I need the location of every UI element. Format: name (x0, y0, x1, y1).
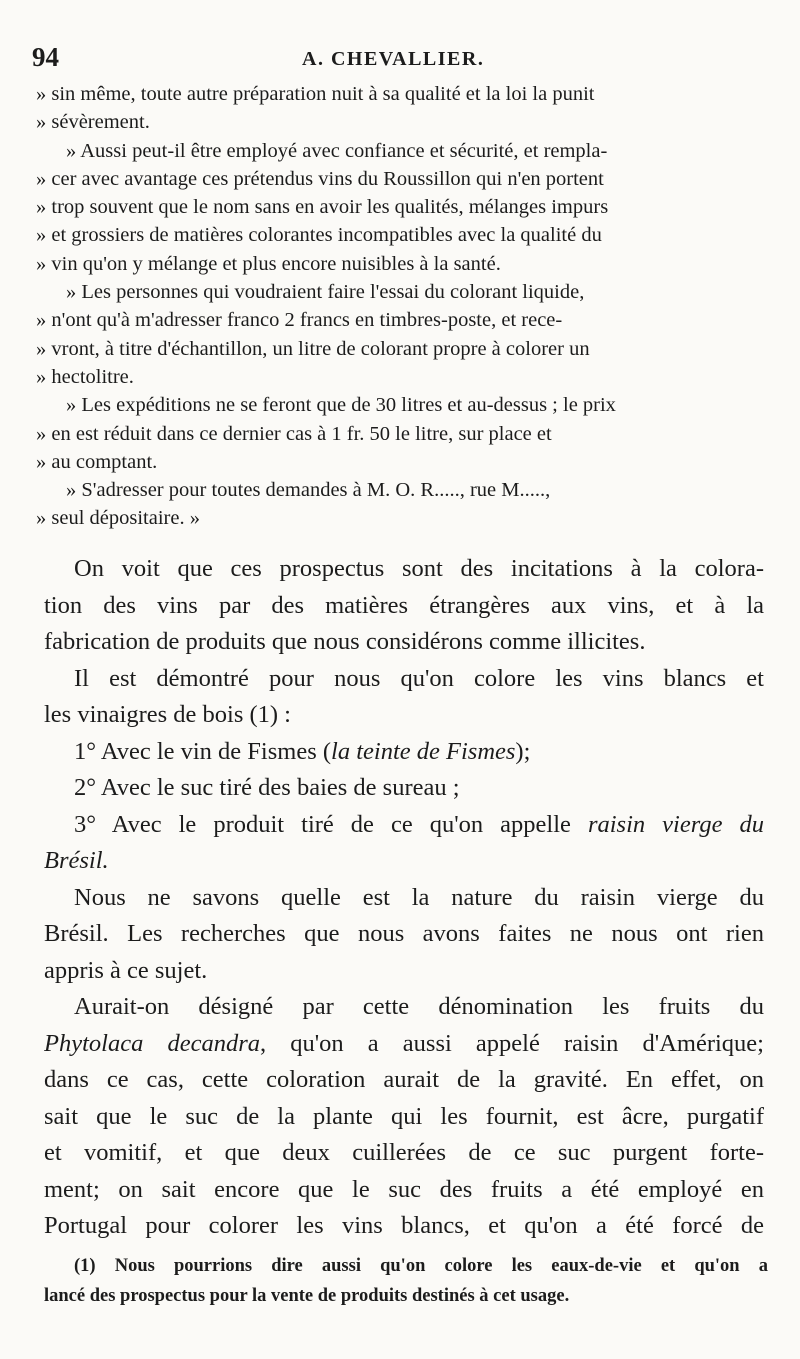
paragraph-line: tion des vins par des matières étrangères aux vins, et à la (44, 591, 764, 619)
list-item-text: 3° Avec le produit tiré de ce qu'on appelle (74, 810, 588, 838)
italic-term: Phytolaca decandra (44, 1029, 260, 1057)
running-head: A. CHEVALLIER. (302, 48, 485, 70)
paragraph-text: , qu'on a aussi appelé raisin d'Amérique; (260, 1029, 764, 1057)
list-item-text: 1° Avec le vin de Fismes ( (74, 737, 332, 765)
paragraph-line: fabrication de produits que nous considérons comme illicites. (44, 628, 646, 655)
prospectus-quote (36, 80, 756, 533)
italic-term: Brésil. (44, 847, 109, 874)
paragraph-line: Portugal pour colorer les vins blancs, et qu'on a été forcé de (44, 1212, 764, 1239)
quote-line: » et grossiers de matières colorantes incompatibles avec la qualité du (36, 224, 602, 247)
quote-line: » en est réduit dans ce dernier cas à 1 fr. 50 le litre, sur place et (36, 422, 552, 445)
paragraph-line: appris à ce sujet. (44, 956, 208, 984)
list-item-text: ); (515, 737, 531, 765)
list-item (44, 734, 764, 771)
quote-line: » vin qu'on y mélange et plus encore nuisibles à la santé. (36, 252, 501, 275)
paragraph-line: et vomitif, et que deux cuillerées de ce suc purgent forte- (44, 1139, 764, 1166)
paragraph-line: Aurait-on désigné par cette dénomination les fruits du (74, 993, 764, 1020)
quote-line: » Les personnes qui voudraient faire l'essai du colorant liquide, (66, 281, 585, 304)
quote-line: » au comptant. (36, 450, 158, 473)
quote-line: » sévèrement. (36, 111, 150, 134)
quote-line: » seul dépositaire. » (36, 507, 200, 530)
quote-line: » trop souvent que le nom sans en avoir les qualités, mélanges impurs (36, 196, 609, 219)
page-number: 94 (32, 42, 59, 72)
list-item: 2° Avec le suc tiré des baies de sureau ; (74, 774, 460, 801)
quote-line: » vront, à titre d'échantillon, un litre de colorant propre à colorer un (36, 337, 590, 360)
italic-term: la teinte de Fismes (331, 737, 516, 765)
quote-line: » cer avec avantage ces prétendus vins du Roussillon qui n'en portent (36, 167, 604, 190)
quote-line: » n'ont qu'à m'adresser franco 2 francs en timbres-poste, et rece- (36, 309, 563, 332)
paragraph-line: Nous ne savons quelle est la nature du raisin vierge du (74, 883, 764, 911)
body-text (44, 551, 764, 1245)
paragraph-line: Brésil. Les recherches que nous avons faites ne nous ont rien (44, 920, 764, 947)
paragraph-line (44, 1026, 764, 1063)
paragraph-line: Il est démontré pour nous qu'on colore les vins blancs et (74, 664, 764, 692)
quote-line: » S'adresser pour toutes demandes à M. O. R....., rue M....., (66, 479, 551, 502)
footnote-line: (1) Nous pourrions dire aussi qu'on colore les eaux-de-vie et qu'on a (74, 1256, 768, 1276)
quote-line: » hectolitre. (36, 365, 134, 388)
paragraph-line: ment; on sait encore que le suc des fruits a été employé en (44, 1175, 764, 1203)
footnote (44, 1251, 768, 1311)
paragraph-line: On voit que ces prospectus sont des incitations à la colora- (74, 555, 764, 582)
quote-line: » Les expéditions ne se feront que de 30 litres et au-dessus ; le prix (66, 394, 616, 417)
page-header (32, 42, 762, 78)
italic-term: raisin vierge du (587, 810, 764, 838)
list-item (44, 807, 764, 844)
paragraph-line: dans ce cas, cette coloration aurait de la gravité. En effet, on (44, 1066, 764, 1093)
footnote-line: lancé des prospectus pour la vente de produits destinés à cet usage. (44, 1286, 570, 1306)
paragraph-line (44, 843, 764, 880)
quote-line: » Aussi peut-il être employé avec confiance et sécurité, et rempla- (66, 139, 608, 162)
paragraph-line: les vinaigres de bois (1) : (44, 701, 291, 728)
paragraph-line: sait que le suc de la plante qui les fournit, est âcre, purgatif (44, 1102, 764, 1130)
quote-line: » sin même, toute autre préparation nuit à sa qualité et la loi la punit (36, 83, 595, 105)
